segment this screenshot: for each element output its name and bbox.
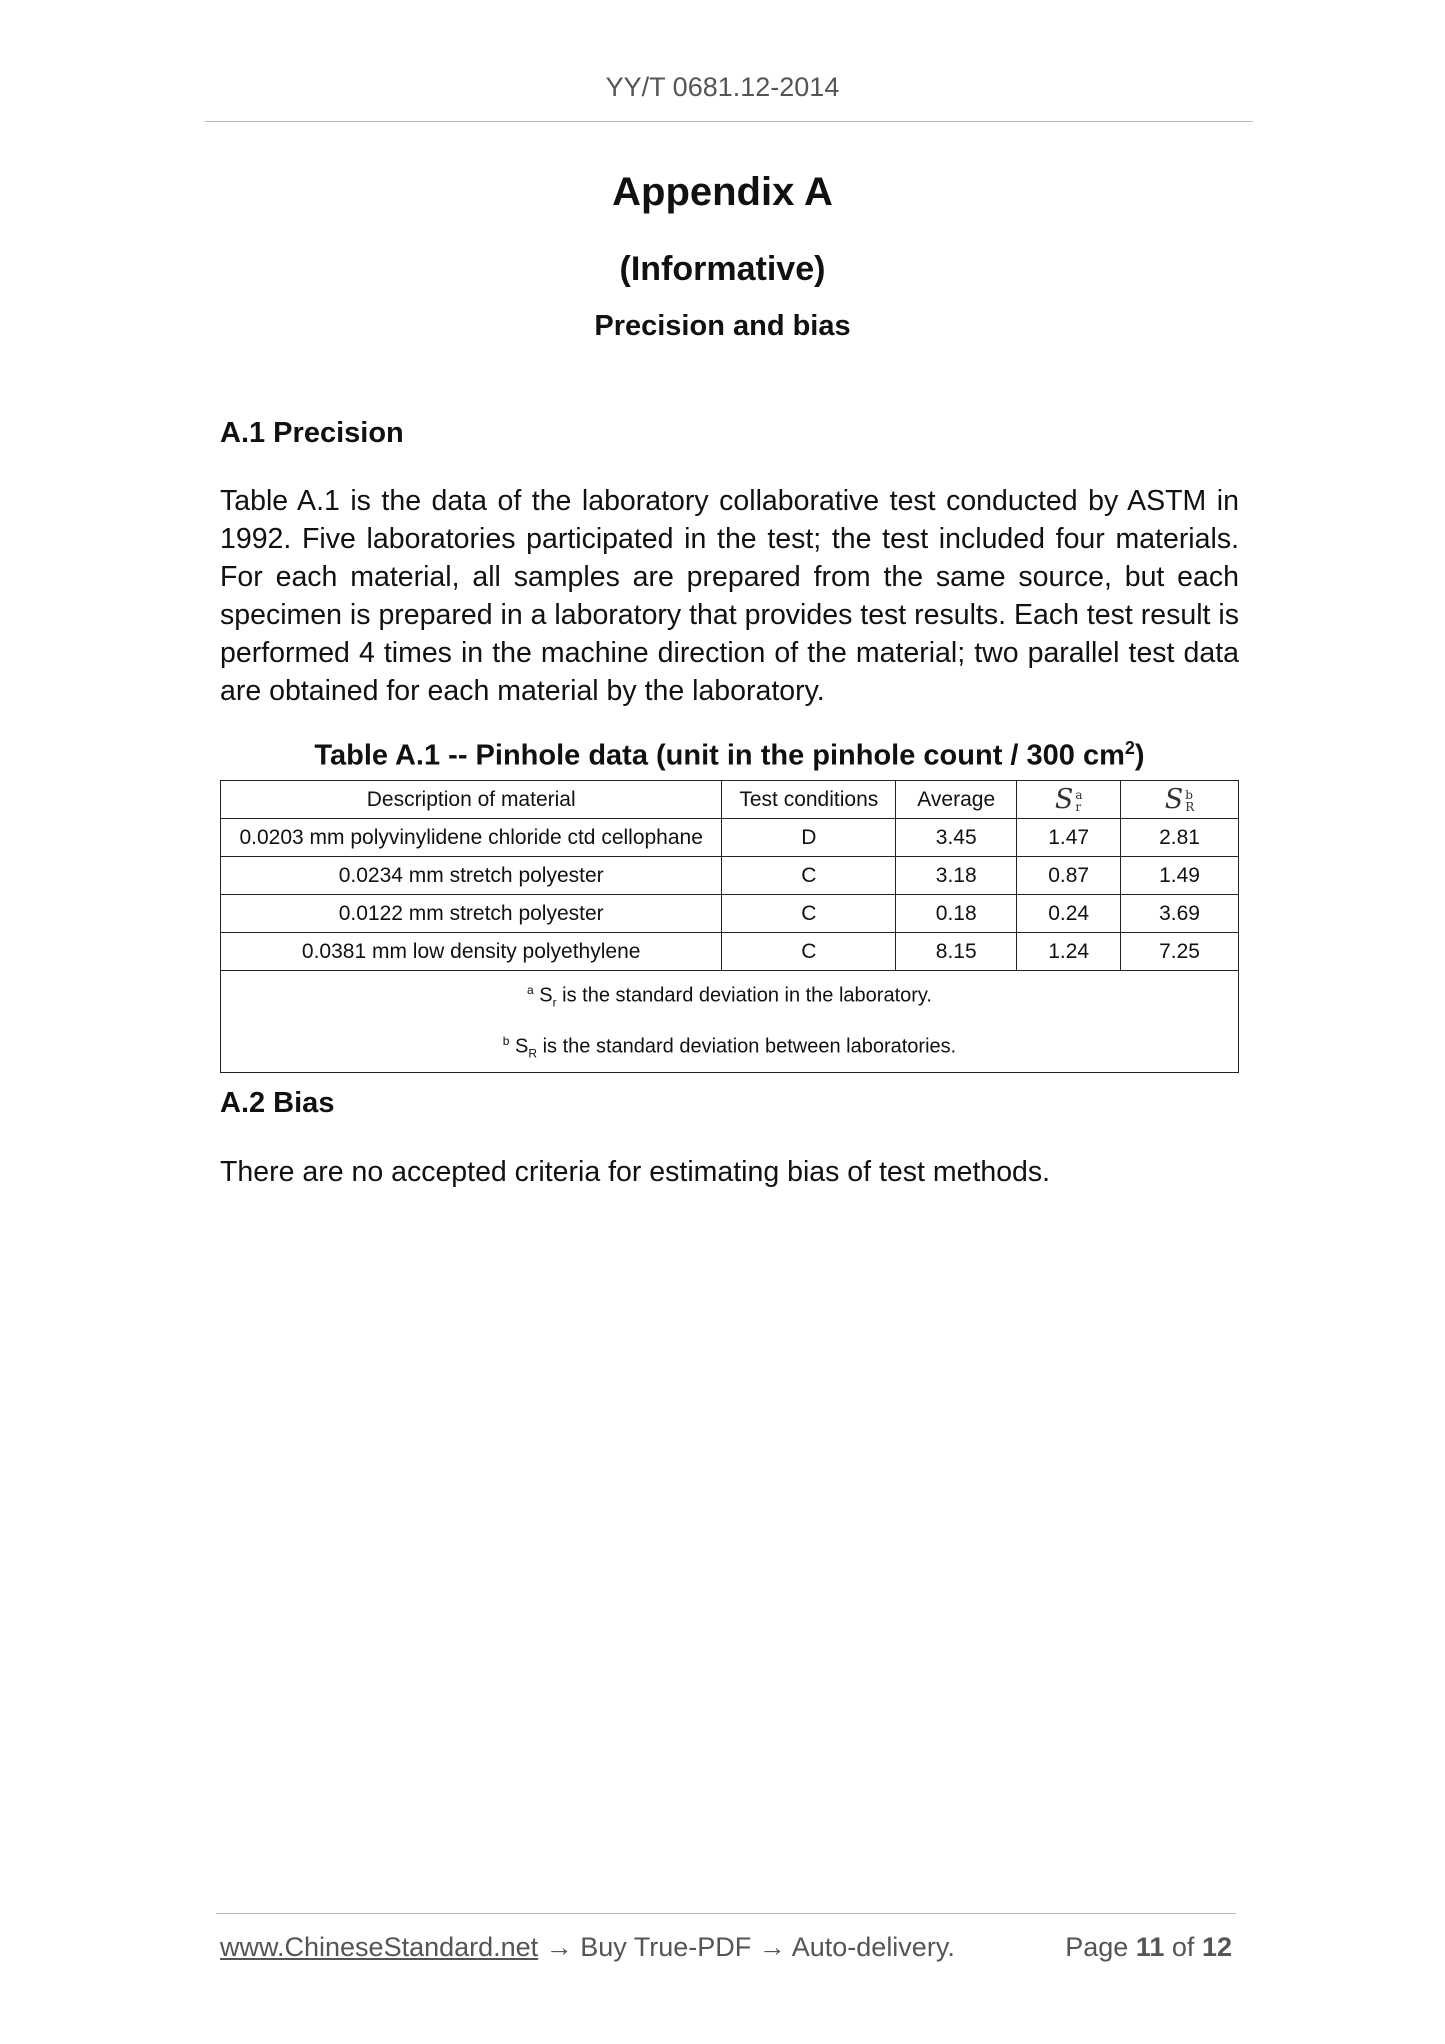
table-title-superscript: 2 [1124, 738, 1135, 758]
section-heading-bias: A.2 Bias [220, 1087, 335, 1119]
cell-conditions: C [722, 895, 896, 933]
cell-conditions: D [722, 819, 896, 857]
note-b-sub: R [528, 1046, 538, 1061]
header-average: Average [896, 781, 1017, 819]
note-a-symbol: S [539, 984, 553, 1007]
cell-sR: 7.25 [1121, 933, 1239, 971]
table-row [221, 933, 1239, 971]
header-test-conditions: Test conditions [722, 781, 896, 819]
note-b-text: is the standard deviation between laboratories. [537, 1035, 957, 1058]
appendix-title: Appendix A [612, 170, 833, 214]
page-label: Page [1065, 1932, 1129, 1962]
bias-paragraph: There are no accepted criteria for estimating bias of test methods. [220, 1156, 1051, 1188]
page-current: 11 [1135, 1932, 1165, 1962]
header-sR [1121, 781, 1239, 819]
section-heading-precision: A.1 Precision [220, 417, 404, 449]
page-number [1065, 1932, 1232, 1963]
table-title [220, 738, 1239, 773]
footer-divider [216, 1913, 1236, 1914]
header-divider [205, 121, 1253, 122]
cell-description: 0.0234 mm stretch polyester [221, 857, 722, 895]
footer-tagline: → Buy True-PDF → Auto-delivery. [538, 1932, 955, 1962]
page-total: 12 [1201, 1932, 1232, 1962]
note-b-mark: b [502, 1033, 510, 1048]
cell-sR: 2.81 [1121, 819, 1239, 857]
note-a-sub: r [552, 995, 557, 1010]
cell-average: 8.15 [896, 933, 1017, 971]
cell-average: 3.45 [896, 819, 1017, 857]
sR-sup: b [1185, 787, 1193, 802]
table-title-text: Table A.1 -- Pinhole data (unit in the pinhole count / 300 cm [314, 739, 1125, 772]
table-notes [221, 971, 1239, 1073]
cell-description: 0.0122 mm stretch polyester [221, 895, 722, 933]
page-of: of [1171, 1932, 1195, 1962]
note-a [225, 971, 1234, 1022]
appendix-caption: Precision and bias [594, 310, 851, 342]
cell-sR: 1.49 [1121, 857, 1239, 895]
cell-conditions: C [722, 857, 896, 895]
header-sr [1017, 781, 1121, 819]
table-row [221, 819, 1239, 857]
sR-sub: R [1185, 799, 1195, 814]
note-a-mark: a [526, 983, 534, 997]
note-a-text: is the standard deviation in the laboratory. [556, 984, 932, 1007]
cell-average: 3.18 [896, 857, 1017, 895]
document-code: YY/T 0681.12-2014 [605, 72, 840, 102]
cell-description: 0.0203 mm polyvinylidene chloride ctd cellophane [221, 819, 722, 857]
cell-sr: 0.24 [1017, 895, 1121, 933]
table-row [221, 895, 1239, 933]
table-row [221, 857, 1239, 895]
appendix-subtitle: (Informative) [619, 250, 826, 288]
page-footer [220, 1932, 1232, 1963]
sr-sup: a [1075, 787, 1083, 802]
table-title-end: ) [1134, 739, 1145, 772]
header-description: Description of material [221, 781, 722, 819]
sr-symbol: S [1054, 784, 1074, 815]
cell-description: 0.0381 mm low density polyethylene [221, 933, 722, 971]
cell-sr: 1.24 [1017, 933, 1121, 971]
cell-sr: 0.87 [1017, 857, 1121, 895]
cell-conditions: C [722, 933, 896, 971]
website-link[interactable]: www.ChineseStandard.net [220, 1932, 539, 1962]
precision-paragraph: Table A.1 is the data of the laboratory collaborative test conducted by ASTM in 1992. Five laboratories participated in the test; the test included four materials. For each material, all samples are prepared from the same source, but each specimen is prepared in a laboratory that provides test results. Each test result is performed 4 times in the machine direction of the material; two parallel test data are obtained for each material by the laboratory. [220, 485, 1239, 707]
sR-symbol: S [1164, 784, 1184, 815]
sr-sub: r [1075, 799, 1082, 814]
table-notes-row [221, 971, 1239, 1073]
cell-sR: 3.69 [1121, 895, 1239, 933]
cell-average: 0.18 [896, 895, 1017, 933]
note-b-symbol: S [515, 1035, 529, 1058]
table-header-row [221, 781, 1239, 819]
note-b [225, 1022, 1234, 1073]
cell-sr: 1.47 [1017, 819, 1121, 857]
pinhole-data-table [220, 780, 1239, 1073]
